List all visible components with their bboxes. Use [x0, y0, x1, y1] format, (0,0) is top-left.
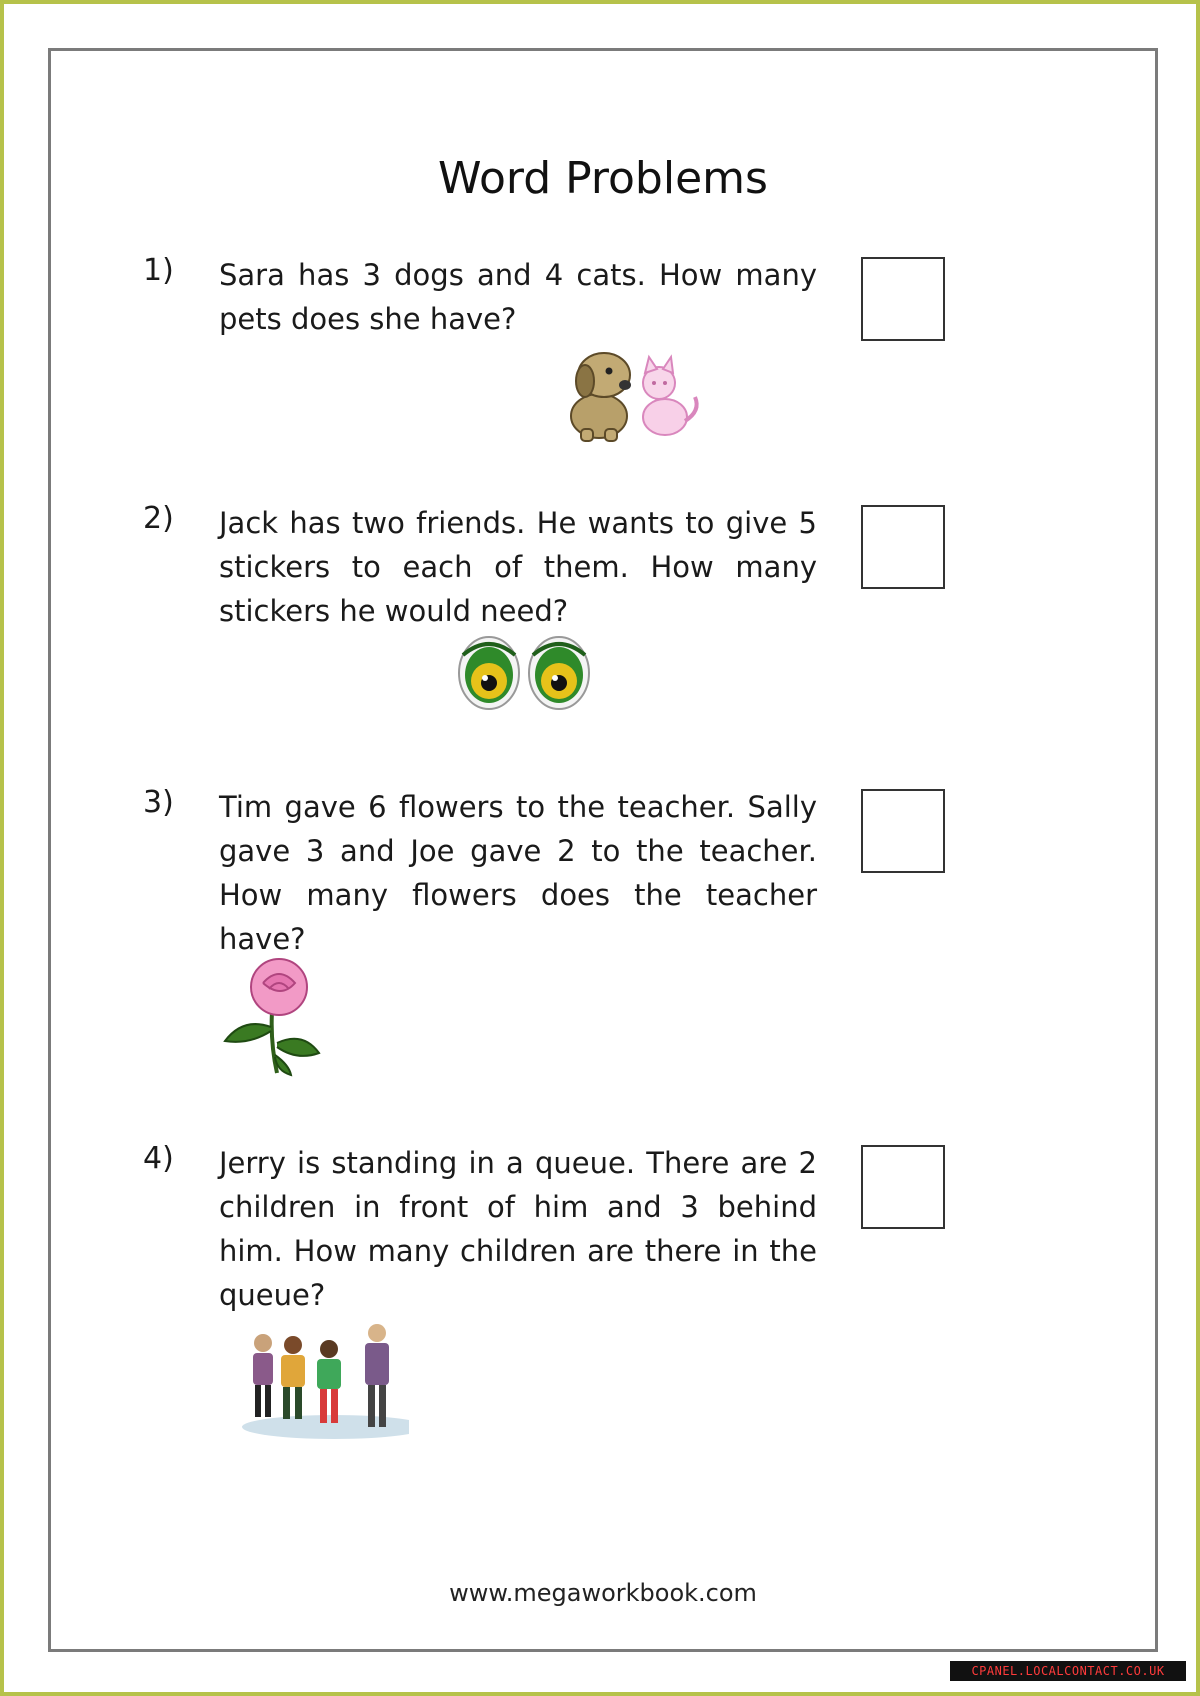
question-2-number: 2): [143, 501, 174, 536]
child-figure-icon: [253, 1334, 273, 1417]
footer-website: www.megaworkbook.com: [449, 1579, 757, 1607]
question-3-text: Tim gave 6 flowers to the teacher. Sally gave 3 and Joe gave 2 to the teacher. How many flowers does the teacher have?: [219, 790, 817, 956]
dog-and-cat-illustration: [559, 341, 709, 445]
dog-icon: [571, 353, 631, 441]
page-title: Word Problems: [438, 153, 768, 204]
eye-sticker-icon: [529, 637, 589, 709]
rose-illustration: [219, 957, 323, 1077]
question-3-number: 3): [143, 785, 174, 820]
question-2-text: Jack has two friends. He wants to give 5 stickers to each of them. How many stickers he would need?: [219, 506, 817, 628]
child-figure-icon: [365, 1324, 389, 1427]
question-1-answer-box[interactable]: [861, 257, 945, 341]
cat-icon: [643, 357, 697, 435]
child-figure-icon: [317, 1340, 341, 1423]
question-1-number: 1): [143, 253, 174, 288]
eye-stickers-illustration: [455, 631, 595, 713]
child-figure-icon: [281, 1336, 305, 1419]
eye-sticker-icon: [459, 637, 519, 709]
question-1-text: Sara has 3 dogs and 4 cats. How many pets does she have?: [219, 258, 817, 336]
question-3-answer-box[interactable]: [861, 789, 945, 873]
question-4-text: Jerry is standing in a queue. There are 2 children in front of him and 3 behind him. How many children are there in the queue?: [219, 1146, 817, 1312]
worksheet-sheet: [48, 48, 1158, 1652]
question-4-answer-box[interactable]: [861, 1145, 945, 1229]
question-4-number: 4): [143, 1141, 174, 1176]
watermark-badge: CPANEL.LOCALCONTACT.CO.UK: [950, 1661, 1186, 1681]
question-2-answer-box[interactable]: [861, 505, 945, 589]
children-queue-illustration: [239, 1323, 409, 1441]
